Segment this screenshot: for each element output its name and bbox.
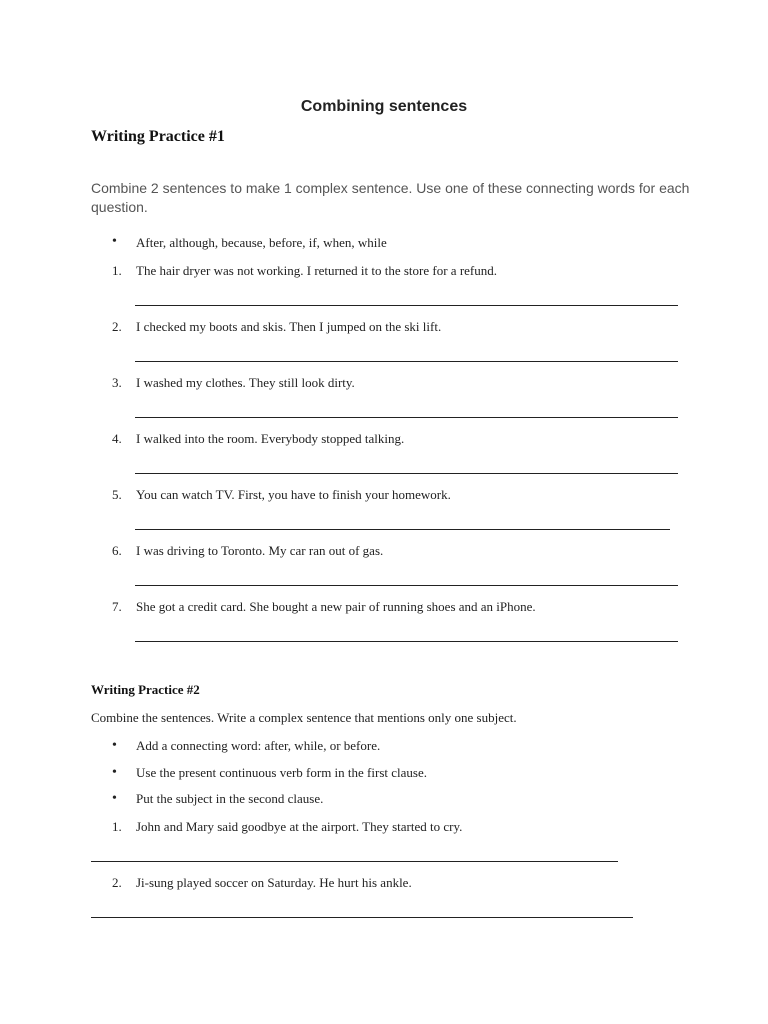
instruction-bullet: Use the present continuous verb form in the first clause.	[136, 765, 427, 780]
question-text: She got a credit card. She bought a new pair of running shoes and an iPhone.	[136, 599, 536, 614]
bullet-icon: •	[112, 791, 117, 806]
item-number: 2.	[112, 875, 122, 890]
answer-line[interactable]	[135, 417, 678, 418]
answer-line[interactable]	[135, 529, 670, 530]
item-number: 1.	[112, 263, 122, 278]
question-text: You can watch TV. First, you have to finish your homework.	[136, 487, 451, 502]
question-text: John and Mary said goodbye at the airport. They started to cry.	[136, 819, 463, 834]
item-number: 6.	[112, 543, 122, 558]
answer-line[interactable]	[91, 861, 618, 862]
bullet-icon: •	[112, 234, 117, 249]
item-number: 4.	[112, 431, 122, 446]
answer-line[interactable]	[135, 361, 678, 362]
item-number: 5.	[112, 487, 122, 502]
item-number: 2.	[112, 319, 122, 334]
connecting-words: After, although, because, before, if, when, while	[136, 235, 387, 250]
answer-line[interactable]	[135, 305, 678, 306]
item-number: 7.	[112, 599, 122, 614]
question-text: I was driving to Toronto. My car ran out of gas.	[136, 543, 384, 558]
question-text: Ji-sung played soccer on Saturday. He hurt his ankle.	[136, 875, 412, 890]
item-number: 1.	[112, 819, 122, 834]
answer-line[interactable]	[135, 473, 678, 474]
section-1-heading: Writing Practice #1	[91, 128, 225, 145]
question-text: The hair dryer was not working. I returned it to the store for a refund.	[136, 263, 497, 278]
bullet-icon: •	[112, 738, 117, 753]
question-text: I walked into the room. Everybody stopped talking.	[136, 431, 405, 446]
question-text: I checked my boots and skis. Then I jumped on the ski lift.	[136, 319, 442, 334]
question-text: I washed my clothes. They still look dirty.	[136, 375, 355, 390]
section-2-instructions: Combine the sentences. Write a complex sentence that mentions only one subject.	[91, 710, 517, 725]
answer-line[interactable]	[135, 641, 678, 642]
answer-line[interactable]	[135, 585, 678, 586]
section-2-heading: Writing Practice #2	[91, 682, 200, 697]
instruction-bullet: Add a connecting word: after, while, or before.	[136, 738, 381, 753]
item-number: 3.	[112, 375, 122, 390]
answer-line[interactable]	[91, 917, 633, 918]
instruction-bullet: Put the subject in the second clause.	[136, 791, 324, 806]
page-title: Combining sentences	[300, 98, 468, 115]
section-1-instructions: Combine 2 sentences to make 1 complex sentence. Use one of these connecting words for each question.	[91, 180, 690, 215]
bullet-icon: •	[112, 765, 117, 780]
